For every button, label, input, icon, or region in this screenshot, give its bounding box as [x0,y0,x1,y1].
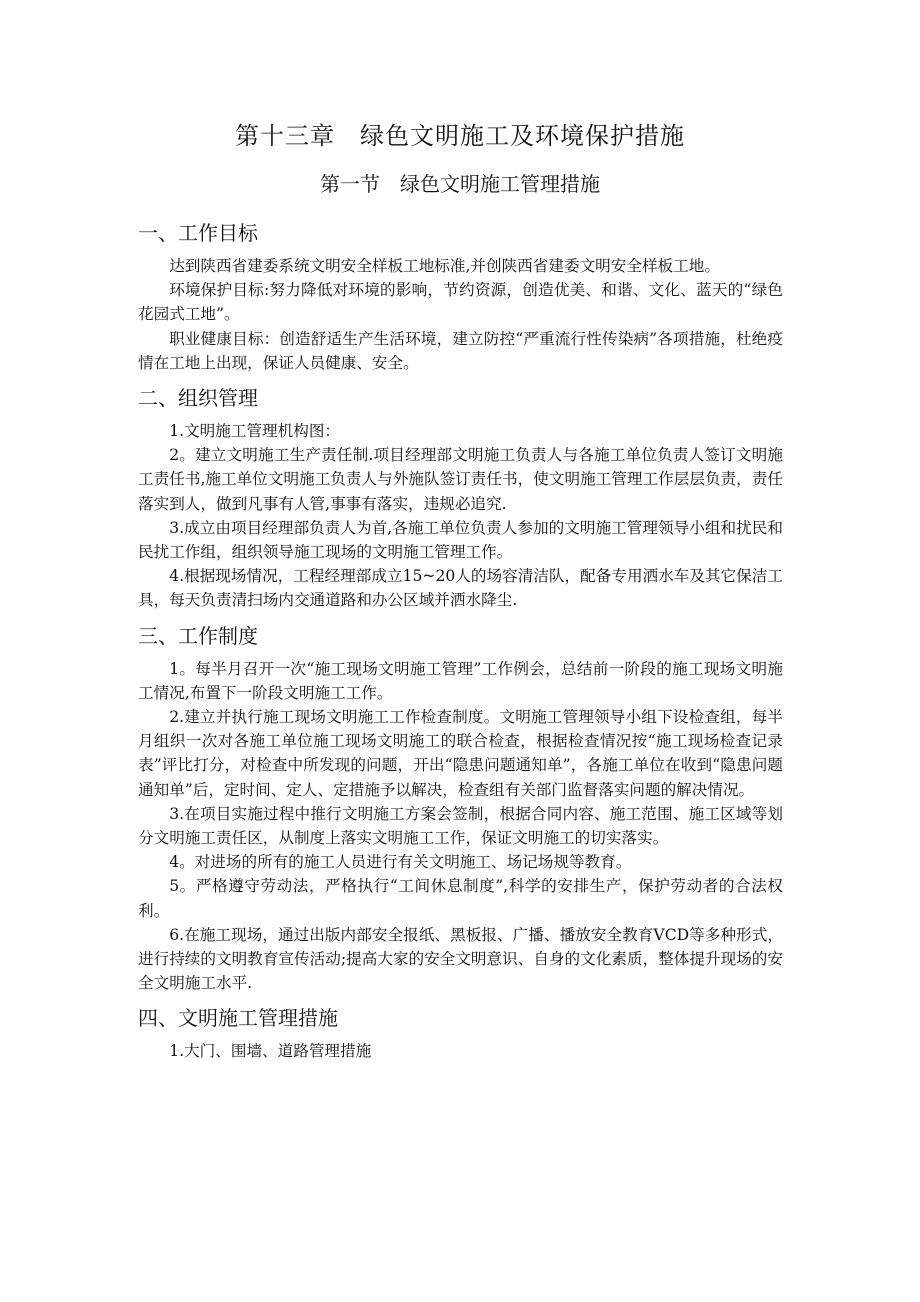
section-heading: 一、工作目标 [138,221,258,245]
paragraph: 达到陕西省建委系统文明安全样板工地标准,并创陕西省建委文明安全样板工地。 [169,257,720,275]
paragraph: 4.根据现场情况，工程经理部成立15~20人的场容清洁队，配备专用洒水车及其它保洁工具，每天负责清扫场内交通道路和办公区域并洒水降尘. [138,567,783,610]
section-organization [138,381,783,613]
document-body [138,216,783,1064]
paragraph: 1.大门、围墙、道路管理措施 [169,1042,372,1061]
section-heading: 四、文明施工管理措施 [138,1006,338,1031]
section-title: 第一节 绿色文明施工管理措施 [320,172,600,196]
paragraph: 1.文明施工管理机构图： [169,422,341,441]
paragraph: 4。对进场的所有的施工人员进行有关文明施工、场记场规等教育。 [169,853,632,872]
paragraph: 3.在项目实施过程中推行文明施工方案会签制，根据合同内容、施工范围、施工区域等划分文明施工责任区，从制度上落实文明施工工作，保证文明施工的切实落实。 [138,804,783,848]
paragraph: 2.建立并执行施工现场文明施工工作检查制度。文明施工管理领导小组下设检查组，每半月组织一次对各施工单位施工现场文明施工的联合检查，根据检查情况按“施工现场检查记录表”评比打分，对检查中所发现的问题，开出“隐患问题通知单”，各施工单位在收到“隐患问题通知单”后，定时间、定人、定措施予以解决，检查组有关部门监督落实问题的解决情况。 [138,708,783,799]
paragraph: 职业健康目标：创造舒适生产生活环境，建立防控“严重流行性传染病”各项措施，杜绝疫情在工地上出现，保证人员健康、安全。 [138,329,783,372]
paragraph: 2。建立文明施工生产责任制.项目经理部文明施工负责人与各施工单位负责人签订文明施工责任书,施工单位文明施工负责人与外施队签订责任书，使文明施工管理工作层层负责，责任落实到人，做到凡事有人管,事事有落实，违规必追究. [138,446,783,513]
section-work-goals [138,216,783,375]
section-heading: 三、工作制度 [138,623,258,648]
paragraph: 5。严格遵守劳动法，严格执行“工间休息制度”,科学的安排生产，保护劳动者的合法权利。 [138,877,783,920]
paragraph: 3.成立由项目经理部负责人为首,各施工单位负责人参加的文明施工管理领导小组和扰民和民扰工作组，组织领导施工现场的文明施工管理工作。 [138,518,783,562]
paragraph: 环境保护目标:努力降低对环境的影响，节约资源，创造优美、和谐、文化、蓝天的“绿色花园式工地”。 [138,281,783,324]
section-heading: 二、组织管理 [138,386,258,411]
section-work-system [138,619,783,996]
chapter-title: 第十三章 绿色文明施工及环境保护措施 [235,122,685,150]
paragraph: 6.在施工现场，通过出版内部安全报纸、黑板报、广播、播放安全教育VCD等多种形式，进行持续的文明教育宣传活动;提高大家的安全文明意识、自身的文化素质，整体提升现场的安全文明施工水平. [138,925,783,993]
paragraph: 1。每半月召开一次“施工现场文明施工管理”工作例会，总结前一阶段的施工现场文明施工情况,布置下一阶段文明施工工作。 [138,659,783,702]
section-management-measures [138,1001,783,1063]
